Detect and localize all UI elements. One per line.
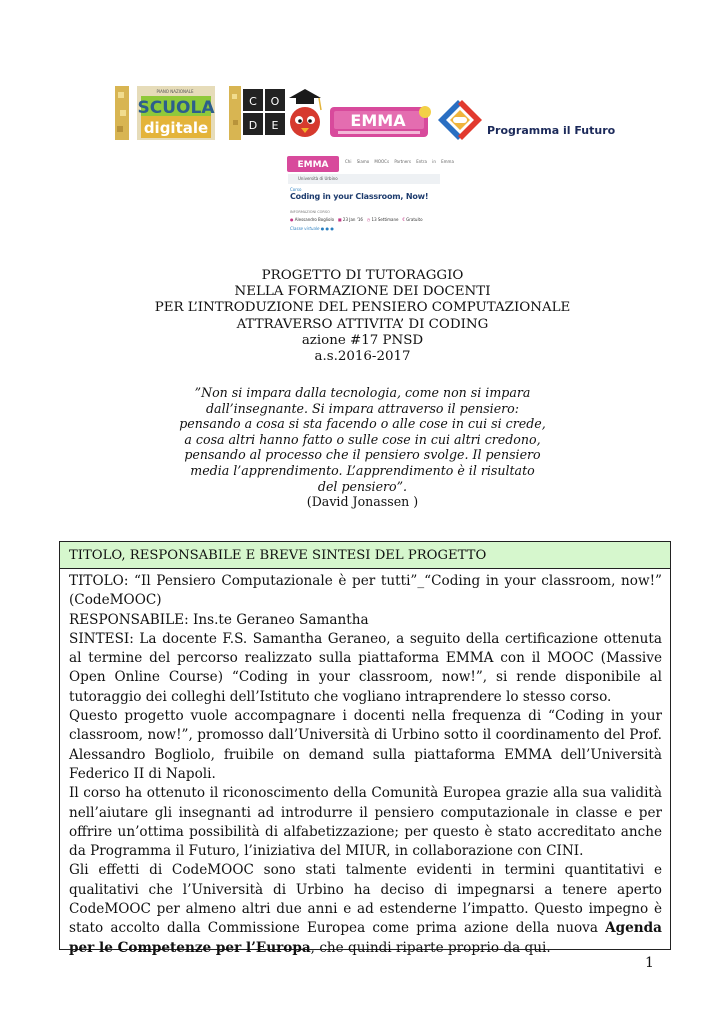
- heading-line: azione #17 PNSD: [301, 332, 424, 348]
- card-teacher: Alessandro Bogliolo: [294, 217, 335, 222]
- scuola-digitale-logo: [115, 86, 215, 140]
- quote-author: (David Jonassen ): [306, 494, 419, 510]
- euro-icon: €: [402, 217, 405, 222]
- project-title: TITOLO: “Il Pensiero Computazionale è per tutti”_“Coding in your classroom, now!” (CodeMOOC): [69, 573, 662, 609]
- heading-line: PER L’INTRODUZIONE DEL PENSIERO COMPUTAZIONALE: [154, 300, 571, 316]
- card-course-title: Coding in your Classroom, Now!: [290, 192, 429, 201]
- card-price: Gratuito: [406, 217, 423, 222]
- project-synthesis: SINTESI: La docente F.S. Samantha Geraneo, a seguito della certificazione ottenuta al termine del percorso realizzato sulla piattaforma EMMA con il MOOC (Massive Open Online Course) “Coding in your classroom, now!”, si rende disponibile al tutoraggio dei colleghi dell’Istituto che vogliano intraprendere lo stesso corso.: [69, 630, 662, 705]
- social-icons: ● ● ●: [320, 226, 334, 231]
- quote-line: a cosa altri hanno fatto o sulle cose in cui altri credono,: [184, 431, 541, 447]
- programma-il-futuro-icon: [438, 100, 482, 140]
- quote-line: dall’insegnante. Si impara attraverso il pensiero:: [206, 400, 519, 416]
- heading-line: PROGETTO DI TUTORAGGIO: [261, 268, 464, 283]
- project-paragraph: Il corso ha ottenuto il riconoscimento della Comunità Europea grazie alla sua validità nell’aiutare gli insegnanti ad introdurre il pensiero computazionale in classe e per offrire un’ottima possibilità di alfabetizzazione; per questo è stato accreditato anche da Programma il Futuro, l’iniziativa del MIUR, in collaborazione con CINI.: [69, 785, 662, 860]
- card-info-label: INFORMAZIONI CORSO: [290, 210, 330, 214]
- card-course-label: Corso: [290, 187, 302, 192]
- heading-line: a.s.2016-2017: [314, 349, 411, 365]
- clock-icon: ◷: [366, 217, 371, 222]
- agenda-bold-text: Agenda per le Competenze per l’Europa: [69, 920, 662, 956]
- table-header: TITOLO, RESPONSABILE E BREVE SINTESI DEL PROGETTO: [60, 542, 670, 569]
- code-logo: [229, 86, 324, 140]
- card-details-row: [290, 217, 423, 222]
- project-paragraph: Questo progetto vuole accompagnare i docenti nella frequenza di “Coding in your classroom, now!”, promosso dall’Università di Urbino sotto il coordinamento del Prof. Alessandro Bogliolo, fruibile on demand sulla piattaforma EMMA dell’Università Federico II di Napoli.: [69, 708, 662, 782]
- code-letter-c: C: [249, 95, 257, 108]
- quote-line: pensando a cosa si sta facendo o alle cose in cui si crede,: [179, 416, 546, 432]
- quote-line: pensando al processo che il pensiero svolge. Il pensiero: [184, 447, 541, 463]
- quote-line: ”Non si impara dalla tecnologia, come non si impara: [194, 385, 531, 400]
- card-weeks: 13 Settimane: [371, 217, 399, 222]
- card-nav: Chi Siamo MOOCs Partners Entra in Emma: [345, 159, 454, 164]
- project-paragraph-final: [69, 861, 662, 957]
- teacher-icon: ●: [290, 217, 294, 222]
- project-responsible: RESPONSABILE: Ins.te Geraneo Samantha: [69, 611, 369, 628]
- code-letter-o: O: [270, 95, 280, 108]
- heading-line: NELLA FORMAZIONE DEI DOCENTI: [234, 284, 491, 300]
- code-letter-d: D: [248, 119, 258, 132]
- scuola-top-text: PIANO NAZIONALE: [156, 89, 194, 94]
- digitale-text: digitale: [143, 119, 209, 137]
- code-letter-e: E: [271, 119, 279, 132]
- project-table: [59, 541, 671, 956]
- quote-block: [0, 385, 725, 510]
- final-text-start: Gli effetti di CodeMOOC sono stati talmente evidenti in termini quantitativi e qualitativi che l’Università di Urbino ha deciso di impegnarsi a tenere aperto CodeMOOC per almeno altri due anni e ad estenderne l’impatto. Questo impegno è stato accolto dalla Commissione Europea come prima azione della nuova: [69, 862, 662, 937]
- card-university: Università di Urbino: [298, 176, 338, 181]
- quote-line: del pensiero”.: [317, 478, 408, 494]
- calendar-icon: ■: [337, 217, 342, 222]
- emma-logo: [330, 105, 433, 139]
- card-emma-logo: [287, 155, 341, 173]
- card-emma-text: EMMA: [297, 160, 329, 170]
- quote-line: media l’apprendimento. L’apprendimento è il risultato: [190, 462, 535, 478]
- card-virtual-label: Classe virtuale: [290, 226, 320, 231]
- emma-logo-text: EMMA: [350, 111, 406, 130]
- document-heading: [0, 268, 725, 365]
- heading-line: ATTRAVERSO ATTIVITA’ DI CODING: [236, 316, 489, 332]
- card-university-bar: [288, 174, 440, 184]
- card-date: 23 Jan '16: [342, 217, 363, 222]
- table-body: [69, 572, 662, 958]
- programma-il-futuro-text: Programma il Futuro: [487, 124, 616, 137]
- scuola-text: SCUOLA: [137, 98, 215, 118]
- page-number: 1: [645, 955, 654, 971]
- card-virtual-class: [290, 226, 334, 231]
- mooc-course-card: [285, 155, 454, 241]
- final-text-end: , che quindi riparte proprio da qui.: [310, 939, 551, 956]
